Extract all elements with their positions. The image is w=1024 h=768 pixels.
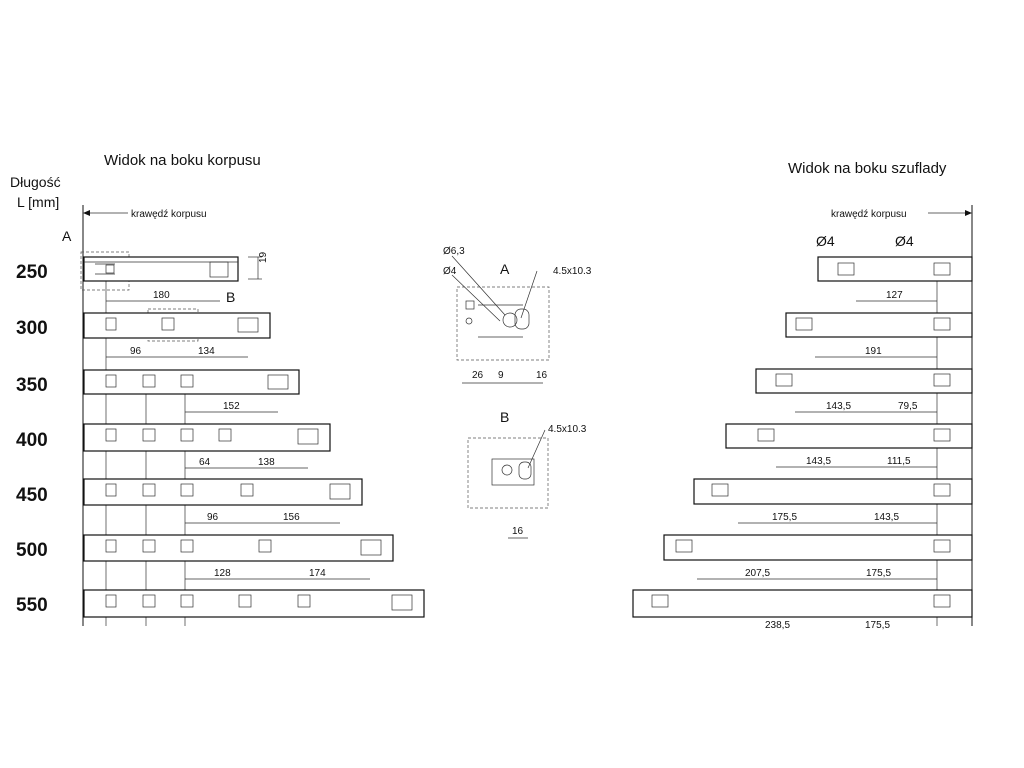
left-dim-300-a: 96 [130, 346, 142, 357]
right-rail-400 [726, 424, 972, 448]
right-dim-350-a: 143,5 [826, 401, 852, 412]
left-edge-label: krawędź korpusu [131, 209, 207, 220]
left-rail-400 [84, 424, 330, 451]
right-rail-350 [756, 369, 972, 393]
right-rail-500 [664, 535, 972, 560]
detail-a [443, 246, 592, 383]
right-dim-250-a: 127 [886, 290, 903, 301]
right-edge-label: krawędź korpusu [831, 209, 907, 220]
right-dim-400-b: 111,5 [887, 456, 911, 467]
detail-b-leader [528, 430, 545, 468]
detail-a-phi63: Ø6,3 [443, 246, 465, 257]
left-rail-450 [84, 479, 362, 505]
right-rail-550 [633, 590, 972, 617]
length-300: 300 [16, 318, 48, 339]
right-rail-300 [786, 313, 972, 337]
left-rail-500 [84, 535, 393, 561]
detail-a-slot: 4.5x10.3 [553, 266, 592, 277]
left-dim-250-a: 180 [153, 290, 170, 301]
marker-b: B [226, 289, 236, 305]
height-dim-value: 19 [258, 251, 269, 263]
left-dim-500-b: 174 [309, 568, 326, 579]
drawer-side-heading: Widok na boku szuflady [788, 160, 947, 177]
left-dim-350-a: 152 [223, 401, 240, 412]
marker-a: A [62, 228, 72, 244]
left-dim-400-a: 64 [199, 457, 211, 468]
detail-a-phi4: Ø4 [443, 266, 457, 277]
length-350: 350 [16, 375, 48, 396]
length-250: 250 [16, 262, 48, 283]
detail-a-leader-1 [452, 256, 505, 315]
left-dim-450-b: 156 [283, 512, 300, 523]
length-500: 500 [16, 540, 48, 561]
detail-a-d1: 26 [472, 370, 484, 381]
right-rail-250 [818, 257, 972, 281]
length-450: 450 [16, 485, 48, 506]
detail-a-d3: 16 [536, 370, 548, 381]
left-dim-500-a: 128 [214, 568, 231, 579]
phi4-a-label: Ø4 [816, 233, 835, 249]
left-dim-400-b: 138 [258, 457, 275, 468]
length-label-line1: Długość [10, 174, 61, 190]
right-dim-300-a: 191 [865, 346, 882, 357]
phi4-b-label: Ø4 [895, 233, 914, 249]
detail-a-d2: 9 [498, 370, 504, 381]
detail-b-slot: 4.5x10.3 [548, 424, 587, 435]
left-rail-550 [84, 590, 424, 617]
right-dim-450-a: 175,5 [772, 512, 798, 523]
left-edge-arrowhead [83, 210, 90, 216]
detail-a-leader-2 [452, 275, 500, 321]
right-dim-550-a: 238,5 [765, 620, 791, 631]
right-dim-500-b: 175,5 [866, 568, 892, 579]
left-rail-350 [84, 370, 299, 394]
right-edge-arrowhead [965, 210, 972, 216]
left-rail-300 [84, 313, 270, 338]
right-dim-400-a: 143,5 [806, 456, 832, 467]
left-dim-450-a: 96 [207, 512, 219, 523]
detail-a-title: A [500, 261, 510, 277]
right-dim-450-b: 143,5 [874, 512, 900, 523]
length-label-line2: L [mm] [17, 194, 60, 210]
right-dim-550-b: 175,5 [865, 620, 891, 631]
left-rail-250 [84, 257, 238, 281]
length-400: 400 [16, 430, 48, 451]
right-dim-350-b: 79,5 [898, 401, 918, 412]
detail-b-d1: 16 [512, 526, 524, 537]
right-dim-500-a: 207,5 [745, 568, 771, 579]
length-550: 550 [16, 595, 48, 616]
detail-b [468, 409, 587, 538]
right-rail-450 [694, 479, 972, 504]
left-dim-300-b: 134 [198, 346, 215, 357]
body-side-heading: Widok na boku korpusu [104, 152, 261, 169]
detail-a-leader-3 [521, 271, 537, 318]
detail-b-title: B [500, 409, 510, 425]
